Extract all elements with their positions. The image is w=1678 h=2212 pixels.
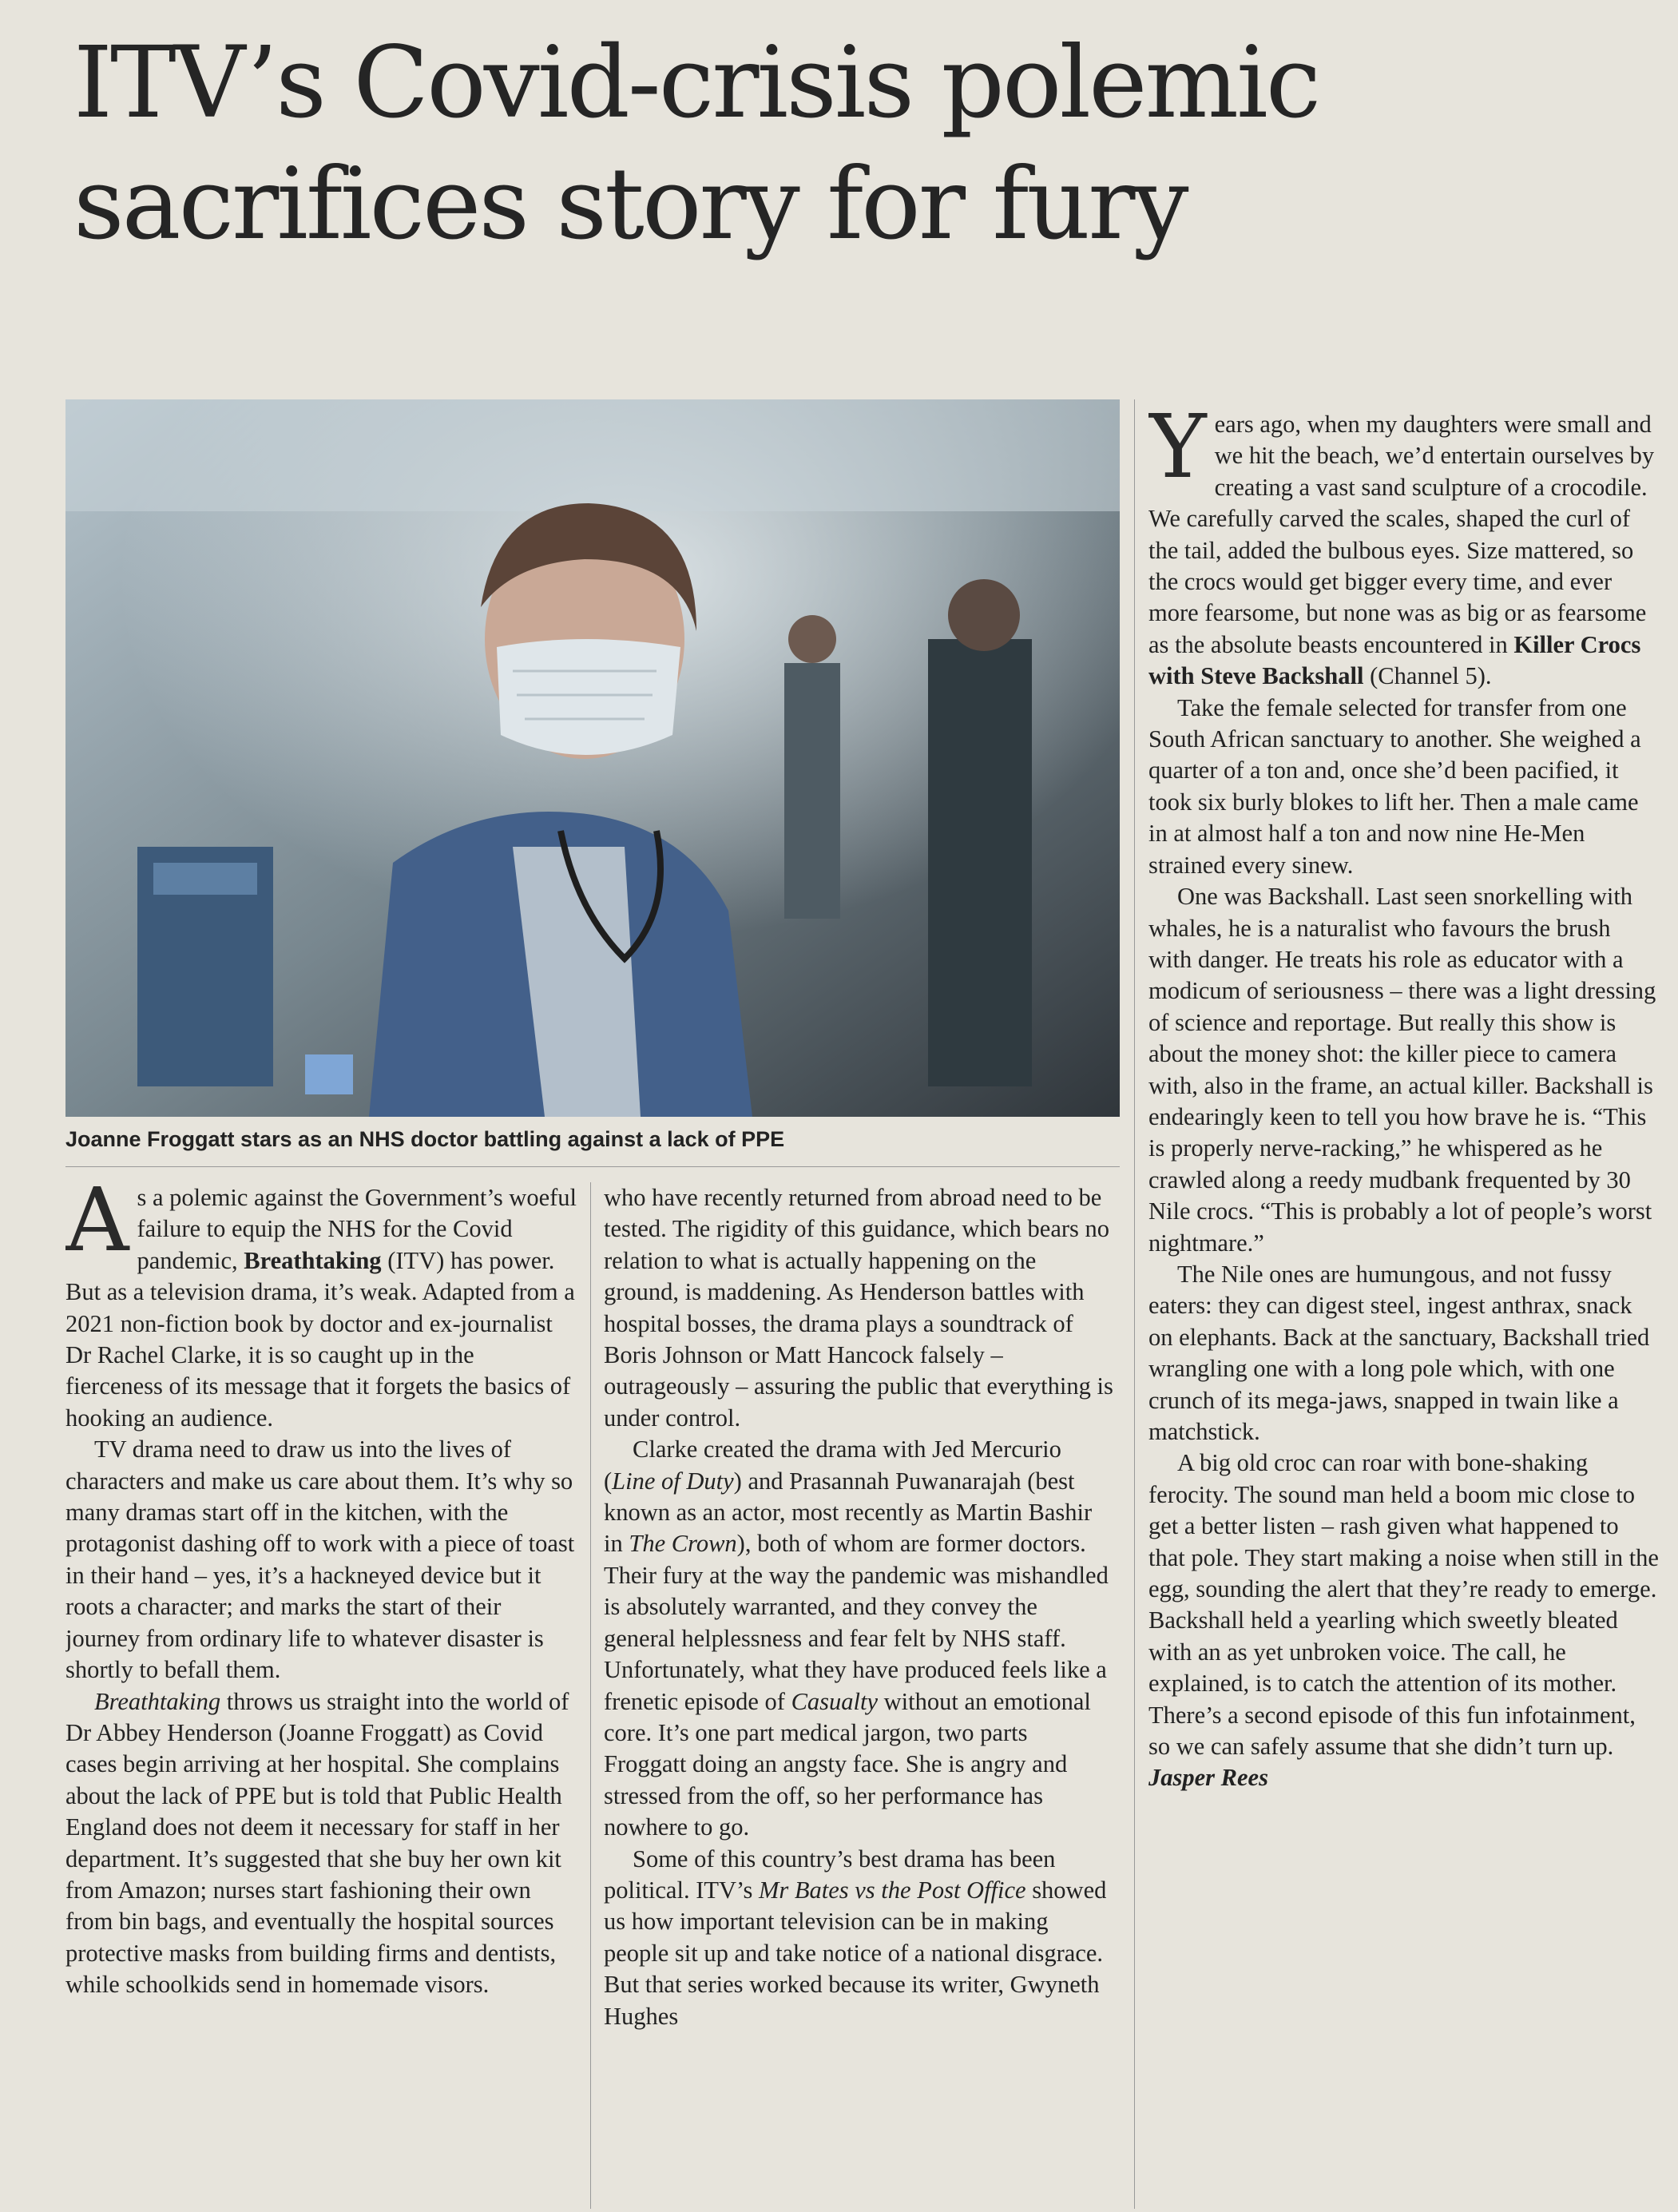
programme-title: Killer Crocs with Steve Backshall xyxy=(1148,630,1641,690)
drop-cap: A xyxy=(65,1182,129,1271)
review-column xyxy=(1148,409,1660,2206)
programme-title: Line of Duty xyxy=(612,1467,734,1495)
text-run: without an emotional core. It’s one part medical jargon, two parts Froggatt doing an angsty face. She is angry and stressed from the off, so her performance has nowhere to go. xyxy=(604,1687,1091,1841)
text-run: s a polemic against the Government’s woeful failure to equip the NHS for the Covid pandemic, xyxy=(137,1184,577,1274)
programme-title: Mr Bates vs the Post Office xyxy=(758,1876,1026,1904)
article-column-2 xyxy=(604,1182,1115,2209)
programme-title: Breathtaking xyxy=(244,1246,382,1274)
headline: ITV’s Covid-crisis polemic sacrifices story for fury xyxy=(73,26,1319,262)
programme-title: The Crown xyxy=(629,1530,737,1558)
photo-caption: Joanne Froggatt stars as an NHS doctor battling against a lack of PPE xyxy=(65,1127,785,1151)
text-run: Some of this country’s best drama has been political. ITV’s xyxy=(604,1845,1056,1904)
paragraph xyxy=(604,1844,1115,2032)
byline: Jasper Rees xyxy=(1148,1764,1268,1792)
paragraph: The Nile ones are humungous, and not fussy eaters: they can digest steel, ingest anthrax, snack on elephants. Back at the sanctuary, Backshall tried wrangling one with a long pole which, with one crunch of its mega-jaws, snapped in twain like a matchstick. xyxy=(1148,1260,1650,1445)
paragraph: Take the female selected for transfer from one South African sanctuary to another. She weighed a quarter of a ton and, once she’d been pacified, it took six burly blokes to lift her. Then a male came in at almost half a ton and now nine He-Men strained every sinew. xyxy=(1148,693,1641,879)
article-column-1 xyxy=(65,1182,577,2209)
text-run: (Channel 5). xyxy=(1363,662,1492,690)
paragraph: TV drama need to draw us into the lives of characters and make us care about them. It’s why so many dramas start off in the kitchen, with the protagonist dashing off to work with a piece of toast in their hand – yes, it’s a hackneyed device but it roots a character; and marks the start of their journey from ordinary life to whatever disaster is shortly to befall them. xyxy=(65,1436,575,1684)
caption-rule xyxy=(65,1166,1120,1167)
text-run: showed us how important television can be in making people sit up and take notice of a national disgrace. But that series worked because its writer, Gwyneth Hughes xyxy=(604,1876,1107,2030)
text-run: Clarke created the drama with Jed Mercurio ( xyxy=(604,1436,1061,1495)
text-run: ears ago, when my daughters were small and we hit the beach, we’d entertain ourselves by creating a vast sand sculpture of a crocodile. We carefully carved the scales, shaped the curl of the tail, added the bulbous eyes. Size mattered, so the crocs would get bigger every time, and ever more fearsome, but none was as big or as fearsome as the absolute beasts encountered in xyxy=(1148,411,1655,658)
text-run: ), both of whom are former doctors. Their fury at the way the pandemic was mishandled is absolutely warranted, and they convey the general helplessness and fear felt by NHS staff. Unfortunately, what they have produced feels like a frenetic episode of xyxy=(604,1530,1109,1715)
paragraph xyxy=(1148,409,1660,693)
text-run: (ITV) has power. But as a television drama, it’s weak. Adapted from a 2021 non-fiction book by doctor and ex-journalist Dr Rachel Clarke, it is so caught up in the fierceness of its message that it forgets the basics of hooking an audience. xyxy=(65,1246,575,1432)
text-run: throws us straight into the world of Dr Abbey Henderson (Joanne Froggatt) as Covid cases begin arriving at her hospital. She complains about the lack of PPE but is told that Public Health England does not deem it necessary for staff in her department. It’s suggested that she buy her own kit from Amazon; nurses start fashioning their own from bin bags, and eventually the hospital sources protective masks from building firms and dentists, while schoolkids send in homemade visors. xyxy=(65,1687,569,1999)
column-rule-left xyxy=(590,1182,591,2209)
drop-cap: Y xyxy=(1148,409,1207,498)
paragraph xyxy=(65,1686,577,2001)
programme-title: Breathtaking xyxy=(94,1687,221,1715)
text-run: A big old croc can roar with bone-shaking ferocity. The sound man held a boom mic close to get a better listen – rash given what happened to that pole. They start making a noise when still in the egg, sounding the alert that they’re ready to emerge. Backshall held a yearling which sweetly bleated with an as yet unbroken voice. The call, he explained, is to catch the attention of its mother. There’s a second episode of this fun infotainment, so we can safely assume that she didn’t turn up. xyxy=(1148,1449,1659,1761)
paragraph xyxy=(1148,1448,1660,1793)
paragraph xyxy=(604,1434,1115,1843)
paragraph xyxy=(65,1182,577,1434)
nhs-doctor-photo xyxy=(65,399,1120,1117)
programme-title: Casualty xyxy=(791,1687,879,1715)
column-rule-right xyxy=(1134,399,1135,2209)
paragraph: who have recently returned from abroad need to be tested. The rigidity of this guidance, which bears no relation to what is actually happening on the ground, is maddening. As Henderson battles with hospital bosses, the drama plays a soundtrack of Boris Johnson or Matt Hancock falsely – outrageously – assuring the public that everything is under control. xyxy=(604,1184,1113,1432)
text-run: ) and Prasannah Puwanarajah (best known as an actor, most recently as Martin Bashir in xyxy=(604,1467,1093,1558)
paragraph: One was Backshall. Last seen snorkelling with whales, he is a naturalist who favours the brush with danger. He treats his role as educator with a modicum of seriousness – there was a light dressing of science and reportage. But really this show is about the money shot: the killer piece to camera with, also in the frame, an actual killer. Backshall is endearingly keen to tell you how brave he is. “This is properly nerve-racking,” he whispered as he crawled along a reedy mudbank frequented by 30 Nile crocs. “This is probably a lot of people’s worst nightmare.” xyxy=(1148,883,1656,1257)
